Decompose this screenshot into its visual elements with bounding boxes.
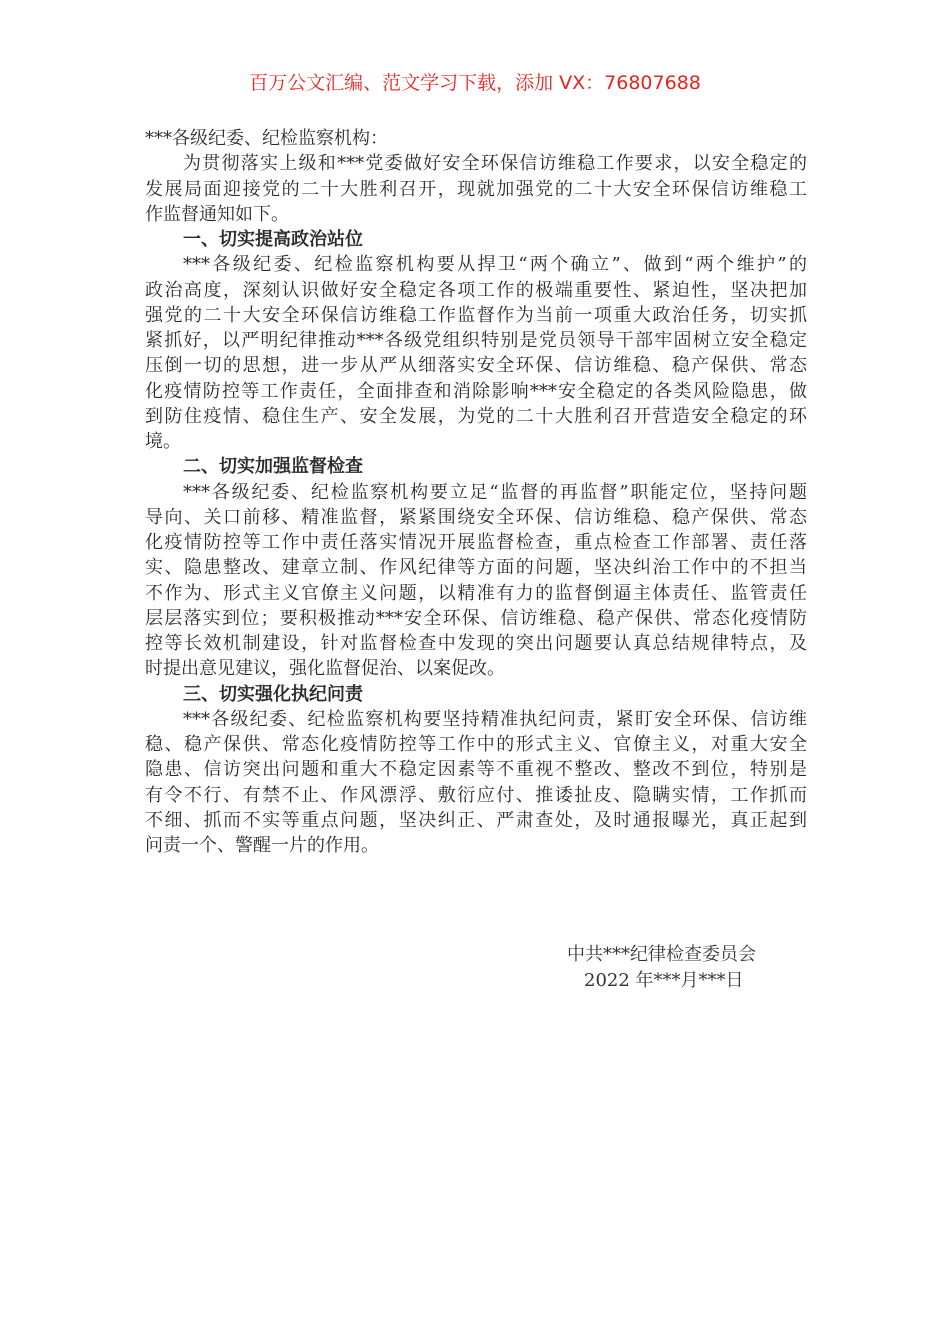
paragraph-line: 紧抓好，以严明纪律推动***各级党组织特别是党员领导干部牢固树立安全稳定 — [145, 330, 807, 351]
paragraph-line: 为贯彻落实上级和***党委做好安全环保信访维稳工作要求，以安全稳定的 — [183, 153, 807, 175]
paragraph-line: 境。 — [145, 431, 181, 452]
paragraph-line: 政治高度，深刻认识做好安全稳定各项工作的极端重要性、紧迫性，坚决把加 — [145, 279, 807, 301]
paragraph — [145, 252, 807, 454]
paragraph-line: 控等长效机制建设，针对监督检查中发现的突出问题要认真总结规律特点，及 — [145, 633, 807, 654]
paragraph-line: ***各级纪委、纪检监察机构： — [145, 128, 388, 149]
watermark-banner: 百万公文汇编、范文学习下载，添加 VX：76807688 — [249, 72, 701, 94]
paragraph — [145, 707, 807, 859]
paragraph-line: 发展局面迎接党的二十大胜利召开，现就加强党的二十大安全环保信访维稳工 — [145, 178, 807, 200]
paragraph-line: ***各级纪委、纪检监察机构要从捍卫“两个确立”、做到“两个维护”的 — [183, 254, 807, 276]
paragraph-line: 问责一个、警醒一片的作用。 — [145, 835, 379, 856]
paragraph-line: 导向、关口前移、精准监督，紧紧围绕安全环保、信访维稳、稳产保供、常态 — [145, 506, 807, 528]
paragraph-line: ***各级纪委、纪检监察机构要立足“监督的再监督”职能定位，坚持问题 — [183, 481, 807, 503]
paragraph-line: 有令不行、有禁不止、作风漂浮、敷衍应付、推诿扯皮、隐瞒实情，工作抓而 — [145, 784, 807, 806]
paragraph-line: ***各级纪委、纪检监察机构要坚持精准执纪问责，紧盯安全环保、信访维 — [183, 708, 807, 730]
signature-organization: 中共***纪律检查委员会 — [567, 944, 756, 965]
paragraph-line: 隐患、信访突出问题和重大不稳定因素等不重视不整改、整改不到位，特别是 — [145, 759, 807, 781]
paragraph-line: 化疫情防控等工作责任，全面排查和消除影响***安全稳定的各类风险隐患，做 — [145, 380, 807, 402]
section-heading: 三、切实强化执纪问责 — [183, 683, 363, 705]
paragraph-line: 不作为、形式主义官僚主义问题，以精准有力的监督倒逼主体责任、监管责任 — [145, 582, 807, 604]
paragraph-line: 稳、稳产保供、常态化疫情防控等工作中的形式主义、官僚主义，对重大安全 — [145, 734, 807, 755]
paragraph-line: 化疫情防控等工作中责任落实情况开展监督检查，重点检查工作部署、责任落 — [145, 532, 807, 553]
section-heading: 二、切实加强监督检查 — [183, 456, 363, 478]
paragraph-line: 压倒一切的思想，进一步从严从细落实安全环保、信访维稳、稳产保供、常态 — [145, 355, 807, 377]
paragraph-line: 作监督通知如下。 — [145, 203, 289, 225]
signature-date: 2022 年***月***日 — [584, 970, 744, 991]
paragraph-line: 到防住疫情、稳住生产、安全发展，为党的二十大胜利召开营造安全稳定的环 — [145, 405, 807, 427]
paragraph — [145, 151, 807, 227]
section-heading: 一、切实提高政治站位 — [183, 229, 363, 250]
paragraph-line: 实、隐患整改、建章立制、作风纪律等方面的问题，坚决纠治工作中的不担当 — [145, 557, 807, 579]
paragraph-line: 强党的二十大安全环保信访维稳工作监督作为当前一项重大政治任务，切实抓 — [145, 304, 807, 326]
paragraph-line: 时提出意见建议，强化监督促治、以案促改。 — [145, 658, 505, 680]
paragraph-line: 层层落实到位；要积极推动***安全环保、信访维稳、稳产保供、常态化疫情防 — [145, 607, 807, 629]
document-body — [145, 126, 807, 858]
paragraph — [145, 480, 807, 682]
paragraph — [145, 126, 807, 151]
paragraph-line: 不细、抓而不实等重点问题，坚决纠正、严肃查处，及时通报曝光，真正起到 — [145, 809, 807, 831]
